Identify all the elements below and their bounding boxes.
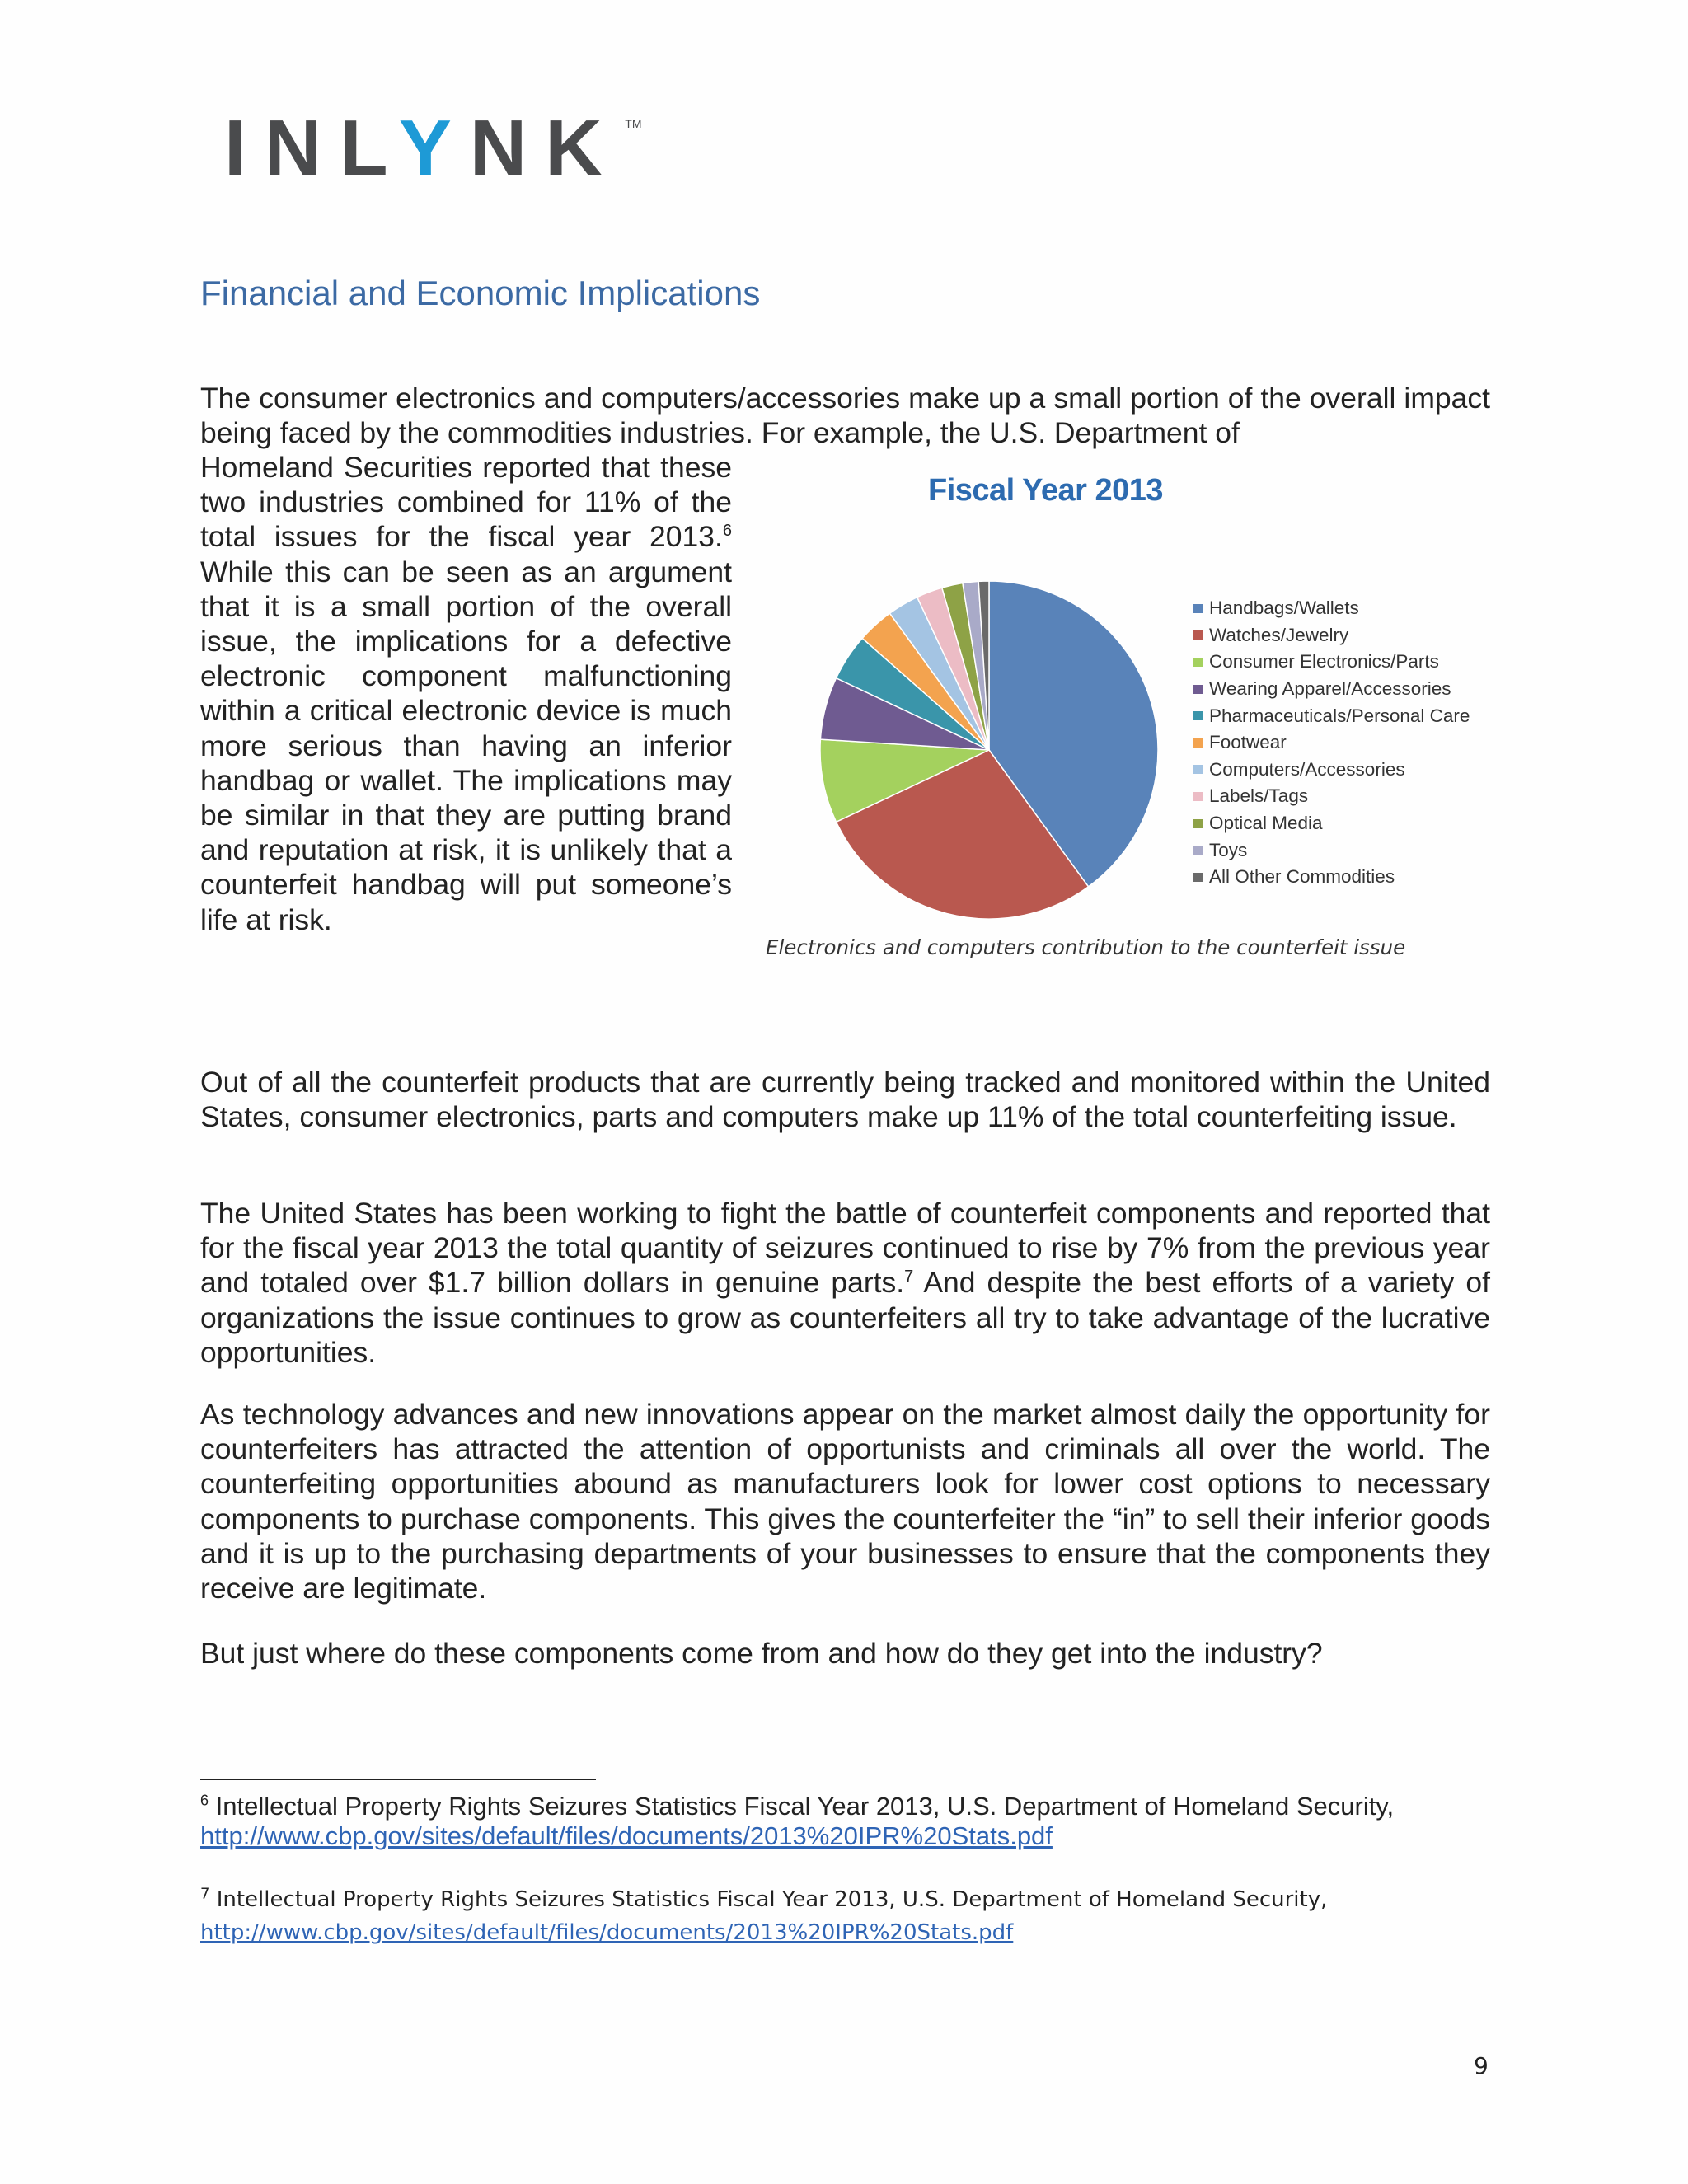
legend-label: Pharmaceuticals/Personal Care <box>1209 705 1470 726</box>
legend-item <box>1193 676 1470 703</box>
paragraph-intro: The consumer electronics and computers/accessories make up a small portion of the overall impact being faced by the commodities industries. For example, the U.S. Department of <box>200 382 1490 450</box>
legend-swatch <box>1193 846 1203 855</box>
chart-legend <box>1193 595 1470 891</box>
legend-label: All Other Commodities <box>1209 866 1395 888</box>
legend-label: Toys <box>1209 839 1248 860</box>
legend-swatch <box>1193 685 1203 694</box>
paragraph-intro-wrap <box>200 450 732 937</box>
legend-item <box>1193 810 1470 837</box>
legend-item <box>1193 595 1470 622</box>
chart-caption: Electronics and computers contribution to the counterfeit issue <box>766 935 1406 959</box>
legend-item <box>1193 783 1470 810</box>
paragraph-tracked-products: Out of all the counterfeit products that are currently being tracked and monitored within the United States, consumer electronics, parts and computers make up 11% of the total counterfeiting issue. <box>200 1066 1490 1134</box>
section-heading: Financial and Economic Implications <box>200 274 761 312</box>
footnote-6-number: 6 <box>200 1792 209 1809</box>
paragraph-intro-text-a: Homeland Securities reported that these two industries combined for 11% of the total issues for the fiscal year 2013. <box>200 451 732 554</box>
footnote-6 <box>200 1792 1490 1851</box>
footnote-7 <box>200 1883 1490 1949</box>
legend-item <box>1193 729 1470 757</box>
footnote-7-text: Intellectual Property Rights Seizures Statistics Fiscal Year 2013, U.S. Department of Homeland Security, <box>209 1887 1328 1912</box>
logo-wordmark <box>224 104 621 192</box>
legend-swatch <box>1193 873 1203 882</box>
logo-text-end: NK <box>469 104 621 192</box>
legend-label: Consumer Electronics/Parts <box>1209 651 1439 673</box>
legend-item <box>1193 864 1470 891</box>
legend-label: Watches/Jewelry <box>1209 624 1349 645</box>
paragraph-technology: As technology advances and new innovations appear on the market almost daily the opportunity for counterfeiters has attracted the attention of opportunists and criminals all over the world. The counterfeiting opportunities abound as manufacturers look for lower cost options to necessary components to purchase components. This gives the counterfeiter the “in” to sell their inferior goods and it is up to the purchasing departments of your businesses to ensure that the components they receive are legitimate. <box>200 1398 1490 1605</box>
pie-chart <box>808 569 1170 931</box>
footnote-6-text: Intellectual Property Rights Seizures Statistics Fiscal Year 2013, U.S. Department of Homeland Security, <box>209 1792 1395 1821</box>
legend-label: Handbags/Wallets <box>1209 598 1359 619</box>
paragraph-seizures-text-b: And despite the best efforts of a variety of organizations the issue continues to grow as counterfeiters all try to take advantage of the lucrative opportunities. <box>200 1266 1490 1369</box>
footnote-6-link[interactable]: http://www.cbp.gov/sites/default/files/documents/2013%20IPR%20Stats.pdf <box>200 1821 1053 1850</box>
legend-label: Footwear <box>1209 732 1287 753</box>
legend-item <box>1193 837 1470 864</box>
legend-item <box>1193 622 1470 649</box>
legend-swatch <box>1193 604 1203 613</box>
paragraph-seizures <box>200 1196 1490 1370</box>
footnote-separator <box>200 1779 596 1780</box>
legend-swatch <box>1193 658 1203 667</box>
logo-text-y: Y <box>398 104 470 192</box>
paragraph-seizures-text-a: The United States has been working to fight the battle of counterfeit components and reported that for the fiscal year 2013 the total quantity of seizures continued to rise by 7% from the previous year and totaled over $1.7 billion dollars in genuine parts. <box>200 1197 1490 1300</box>
legend-swatch <box>1193 738 1203 748</box>
legend-swatch <box>1193 765 1203 774</box>
footnote-7-link[interactable]: http://www.cbp.gov/sites/default/files/documents/2013%20IPR%20Stats.pdf <box>200 1920 1014 1945</box>
legend-swatch <box>1193 792 1203 801</box>
footnote-ref-6[interactable]: 6 <box>722 522 732 541</box>
footnote-ref-7[interactable]: 7 <box>904 1268 914 1286</box>
logo-text-start: INL <box>224 104 399 192</box>
legend-label: Computers/Accessories <box>1209 758 1405 780</box>
footnote-7-number: 7 <box>200 1885 210 1903</box>
legend-item <box>1193 757 1470 784</box>
legend-swatch <box>1193 711 1203 720</box>
legend-swatch <box>1193 630 1203 640</box>
legend-item <box>1193 649 1470 676</box>
legend-label: Optical Media <box>1209 813 1323 834</box>
inlynk-logo <box>224 104 642 192</box>
chart-title: Fiscal Year 2013 <box>928 473 1163 508</box>
legend-item <box>1193 702 1470 729</box>
paragraph-intro-text-b: While this can be seen as an argument that it is a small portion of the overall issue, the implications for a defective electronic component malfunctioning within a critical electronic device is much more serious than having an inferior handbag or wallet. The implications may be similar in that they are putting brand and reputation at risk, it is unlikely that a counterfeit handbag will put someone’s life at risk. <box>200 555 732 936</box>
paragraph-question: But just where do these components come from and how do they get into the industry? <box>200 1637 1323 1670</box>
legend-label: Labels/Tags <box>1209 785 1309 807</box>
page-number: 9 <box>1474 2052 1489 2079</box>
logo-trademark: TM <box>625 117 642 130</box>
legend-swatch <box>1193 819 1203 828</box>
legend-label: Wearing Apparel/Accessories <box>1209 678 1451 700</box>
